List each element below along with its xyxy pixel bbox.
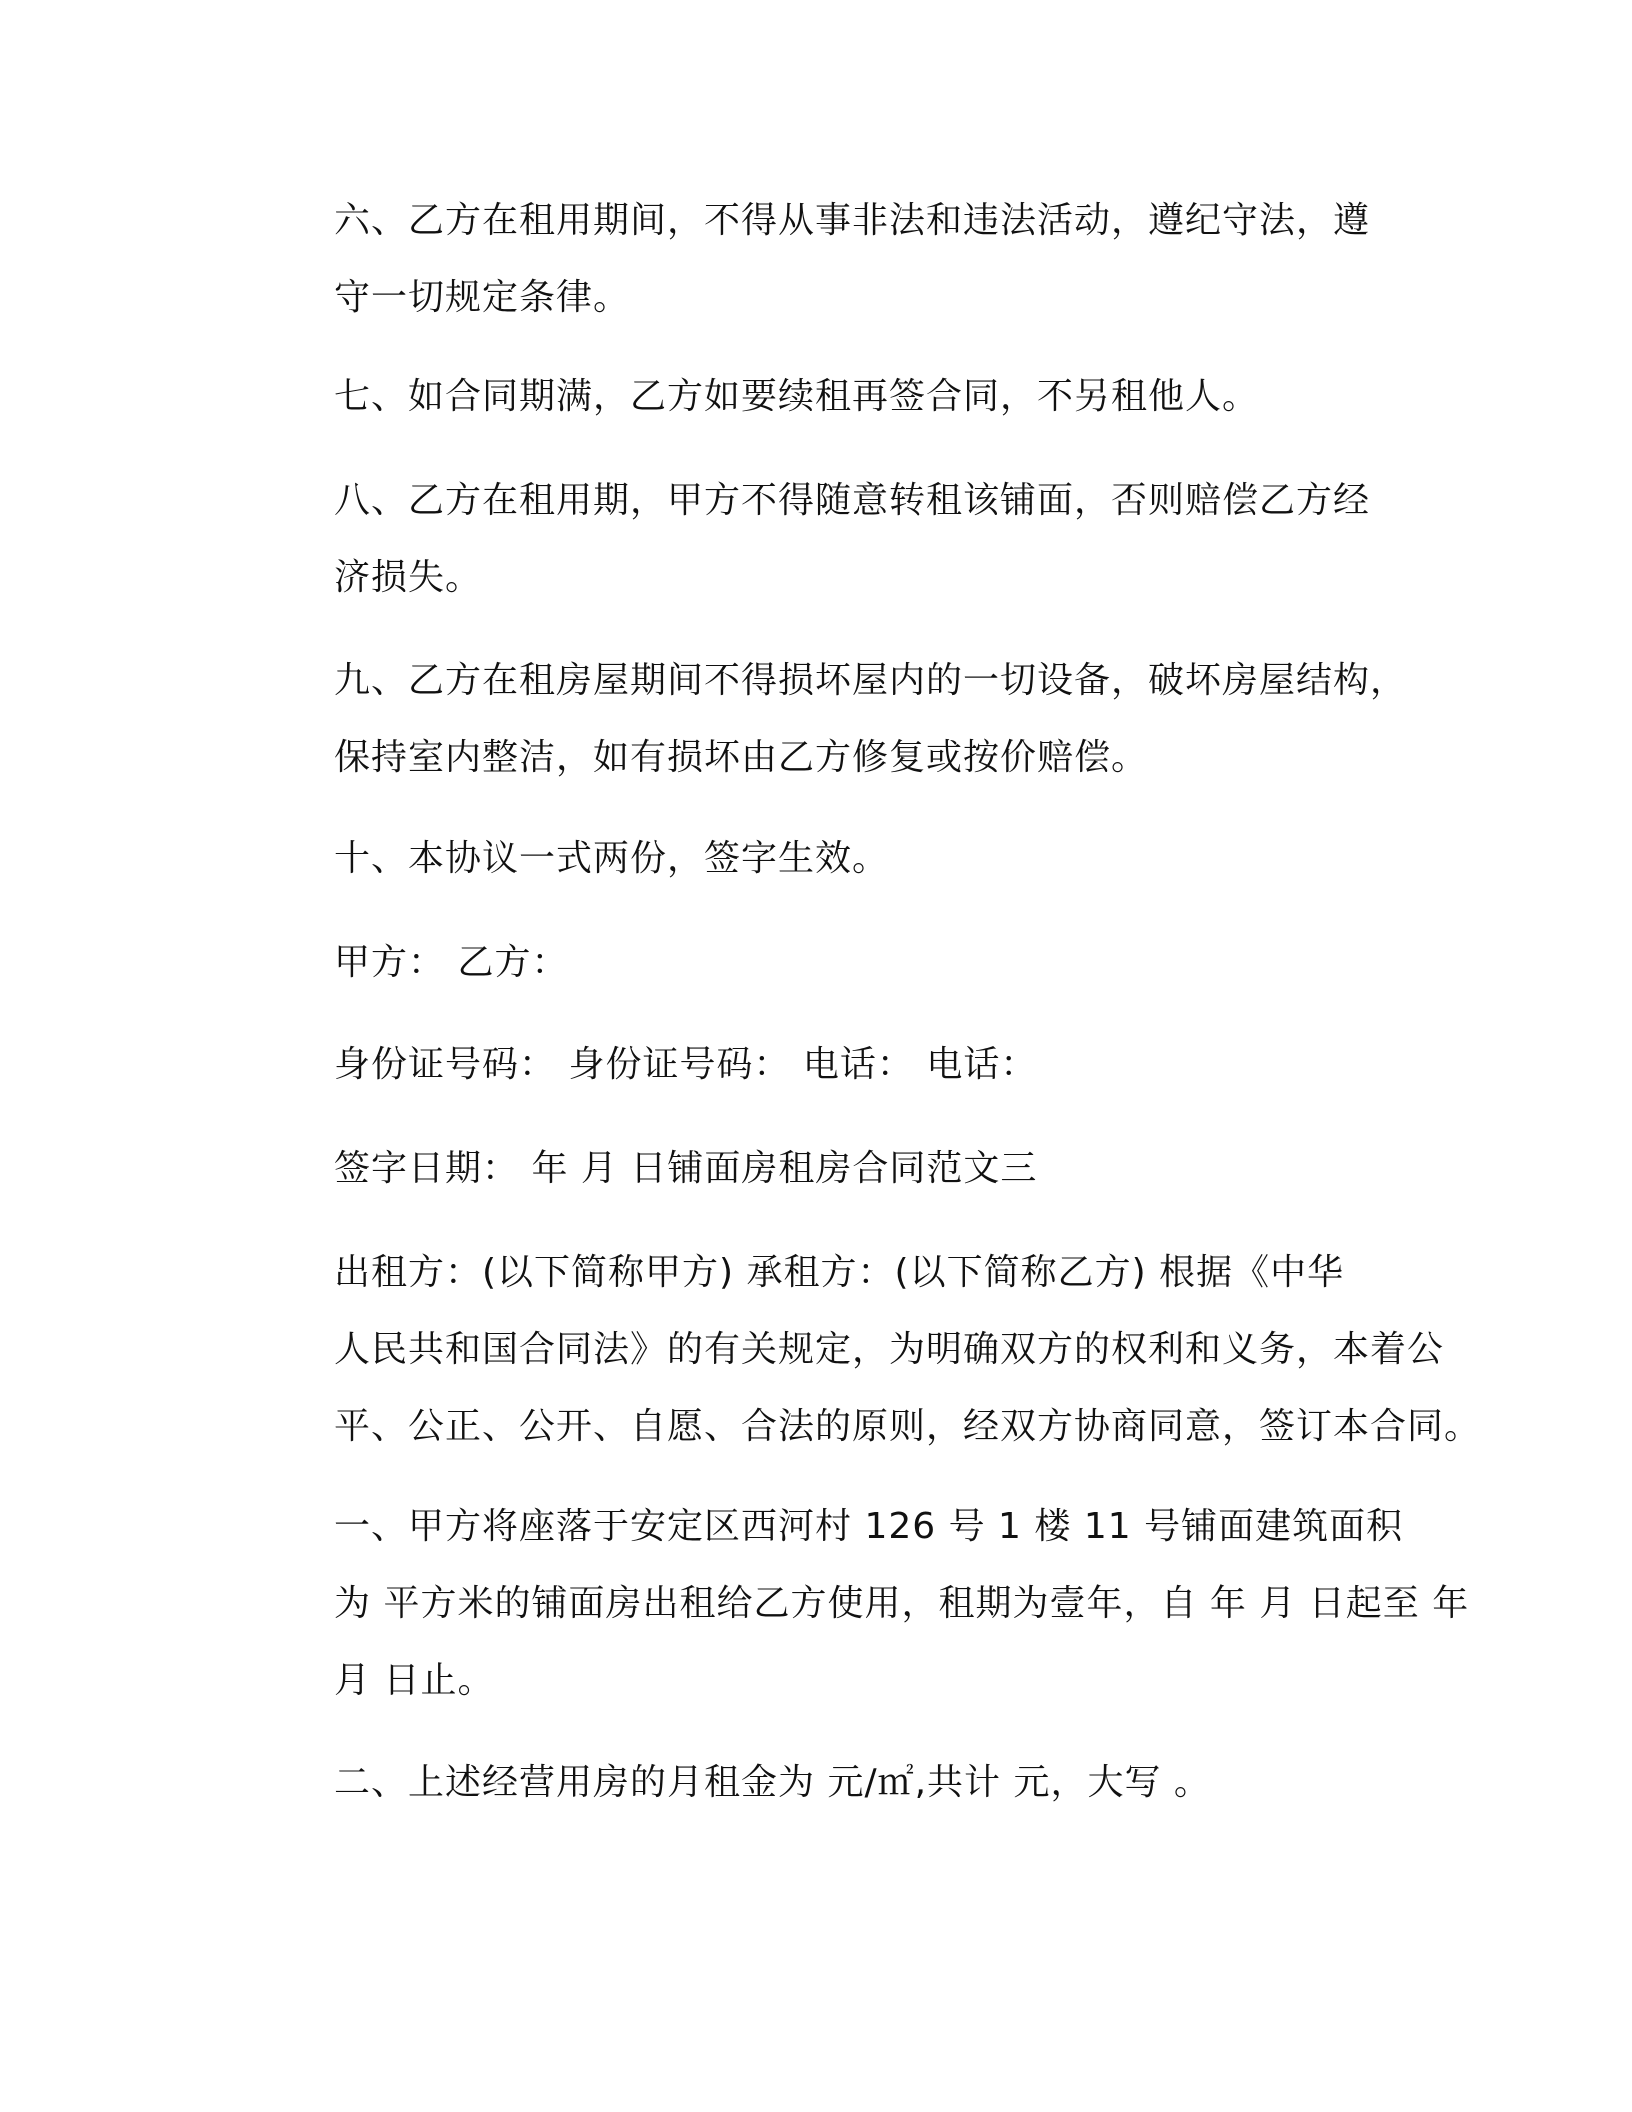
- clause-7-line-1: 七、如合同期满，乙方如要续租再签合同，不另租他人。: [334, 376, 1260, 417]
- id-phone-paragraph: [238, 1026, 1378, 1103]
- clause-2-paragraph: [238, 1744, 1378, 1821]
- id-phone-line: 身份证号码： 身份证号码： 电话： 电话：: [334, 1044, 1038, 1085]
- clause-9-paragraph: [238, 642, 1408, 796]
- preamble-line-1: 出租方：(以下简称甲方) 承租方：(以下简称乙方) 根据《中华: [334, 1252, 1345, 1293]
- clause-9-line-2: 保持室内整洁，如有损坏由乙方修复或按价赔偿。: [334, 737, 1149, 778]
- clause-6-line-1: 六、乙方在租用期间，不得从事非法和违法活动，遵纪守法，遵: [334, 200, 1371, 241]
- clause-10-paragraph: [238, 820, 1378, 897]
- parties-paragraph: [238, 924, 1378, 1001]
- parties-line: 甲方： 乙方：: [334, 942, 569, 983]
- sign-date-paragraph: [238, 1130, 1378, 1207]
- clause-6-line-2: 守一切规定条律。: [334, 277, 631, 318]
- clause-8-paragraph: [238, 462, 1378, 616]
- clause-1-line-1: 一、甲方将座落于安定区西河村 126 号 1 楼 11 号铺面建筑面积: [334, 1506, 1404, 1547]
- clause-10-line-1: 十、本协议一式两份，签字生效。: [334, 838, 890, 879]
- clause-7-paragraph: [238, 358, 1378, 435]
- clause-9-line-1: 九、乙方在租房屋期间不得损坏屋内的一切设备，破坏房屋结构，: [334, 660, 1408, 701]
- clause-1-line-3: 月 日止。: [334, 1660, 495, 1701]
- preamble-paragraph: [238, 1234, 1482, 1465]
- clause-1-paragraph: [238, 1488, 1470, 1719]
- clause-8-line-1: 八、乙方在租用期，甲方不得随意转租该铺面，否则赔偿乙方经: [334, 480, 1371, 521]
- clause-1-line-2: 为 平方米的铺面房出租给乙方使用，租期为壹年，自 年 月 日起至 年: [334, 1583, 1470, 1624]
- sign-date-line: 签字日期： 年 月 日铺面房租房合同范文三: [334, 1148, 1038, 1189]
- clause-6-paragraph: [238, 182, 1378, 336]
- clause-2-line-1: 二、上述经营用房的月租金为 元/㎡,共计 元，大写 。: [334, 1762, 1211, 1803]
- preamble-line-3: 平、公正、公开、自愿、合法的原则，经双方协商同意，签订本合同。: [334, 1406, 1482, 1447]
- clause-8-line-2: 济损失。: [334, 557, 483, 598]
- preamble-line-2: 人民共和国合同法》的有关规定，为明确双方的权利和义务，本着公: [334, 1329, 1445, 1370]
